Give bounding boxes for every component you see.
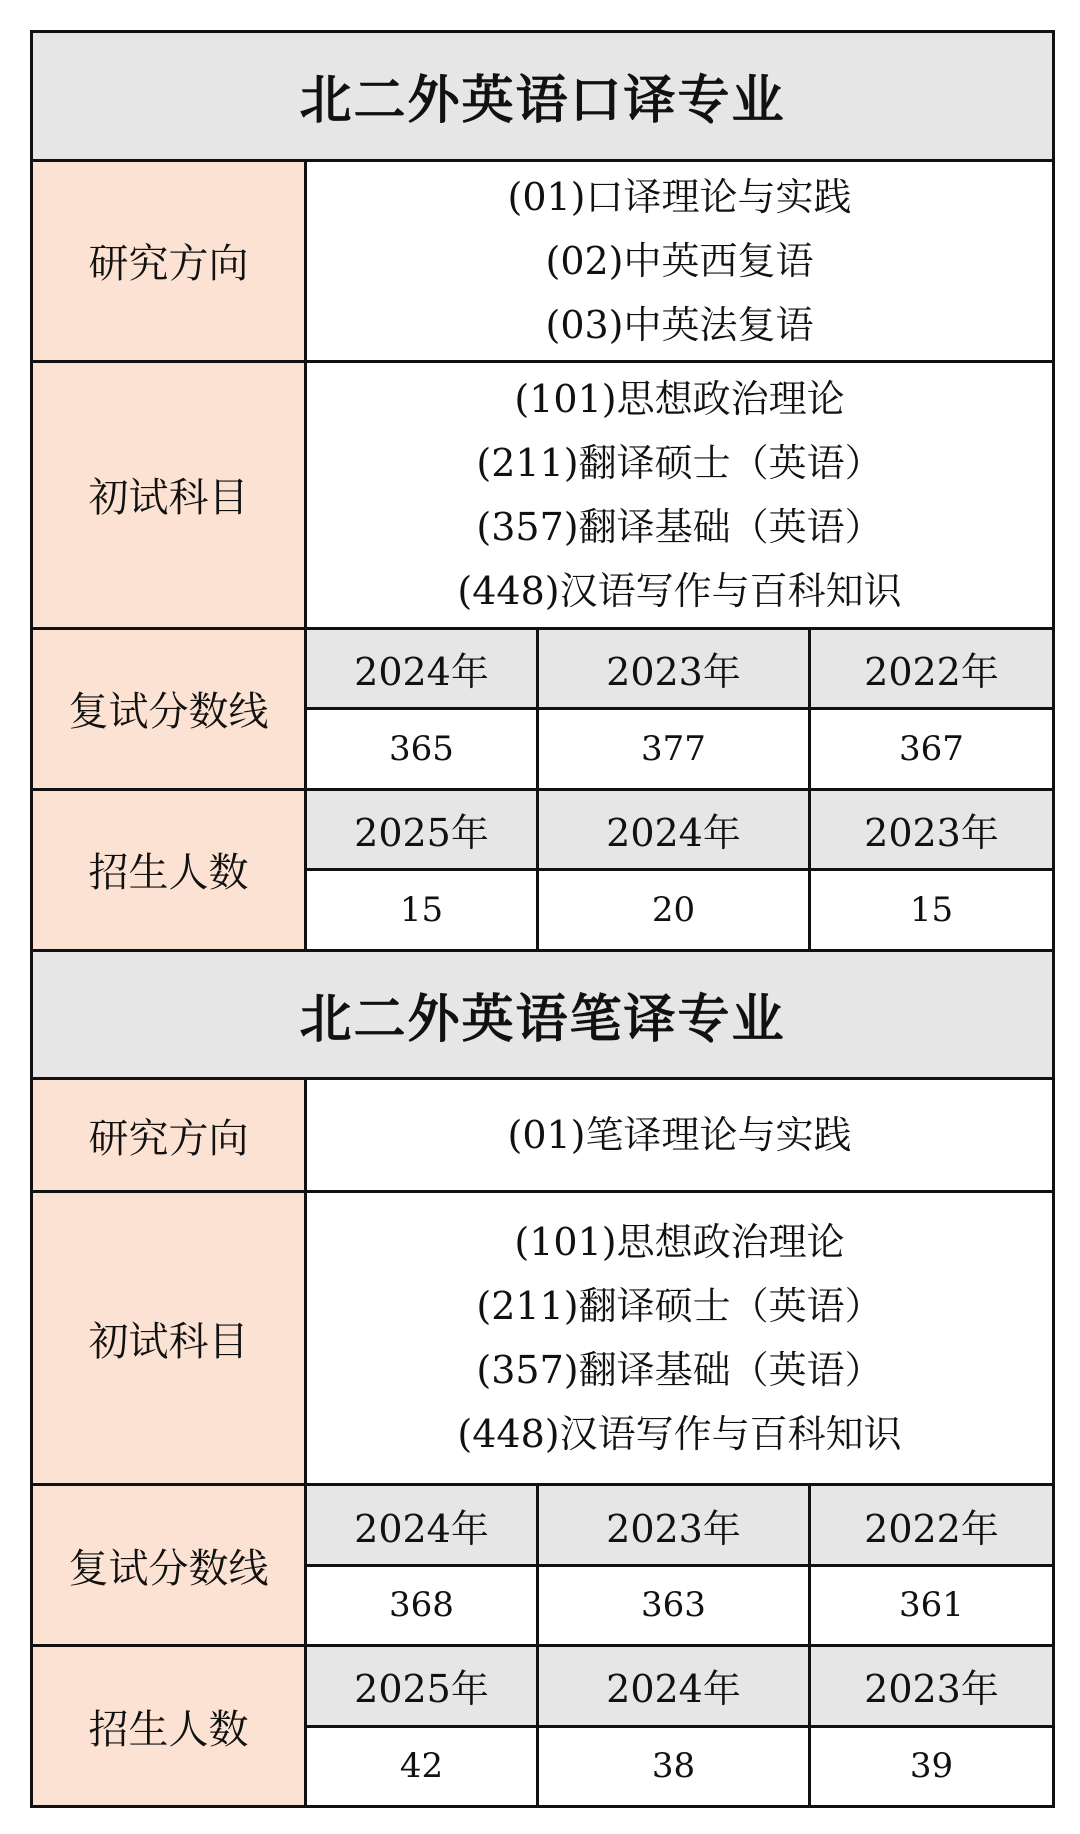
subjects-label: 初试科目 bbox=[32, 1191, 306, 1484]
subject-item: (357)翻译基础（英语） bbox=[476, 1348, 883, 1393]
enroll-year: 2024年 bbox=[538, 1646, 810, 1726]
enroll-value: 42 bbox=[306, 1726, 538, 1806]
score-value: 365 bbox=[306, 709, 538, 789]
score-value: 363 bbox=[538, 1565, 810, 1645]
score-value: 377 bbox=[538, 709, 810, 789]
directions-list bbox=[306, 160, 1054, 361]
enroll-value: 39 bbox=[810, 1726, 1054, 1806]
enrollment-label: 招生人数 bbox=[32, 1646, 306, 1807]
section-title: 北二外英语笔译专业 bbox=[32, 950, 1054, 1079]
direction-item: (01)笔译理论与实践 bbox=[507, 1113, 852, 1158]
enroll-value: 38 bbox=[538, 1726, 810, 1806]
score-year: 2024年 bbox=[306, 629, 538, 709]
subject-item: (211)翻译硕士（英语） bbox=[476, 440, 883, 485]
score-year: 2022年 bbox=[810, 1485, 1054, 1565]
enroll-value: 15 bbox=[306, 870, 538, 950]
section-title: 北二外英语口译专业 bbox=[32, 32, 1054, 161]
subject-item: (101)思想政治理论 bbox=[514, 376, 845, 421]
score-value: 368 bbox=[306, 1565, 538, 1645]
score-value: 367 bbox=[810, 709, 1054, 789]
enroll-year: 2025年 bbox=[306, 1646, 538, 1726]
subjects-label: 初试科目 bbox=[32, 361, 306, 628]
directions-list bbox=[306, 1079, 1054, 1192]
subjects-list bbox=[306, 361, 1054, 628]
enroll-year: 2023年 bbox=[810, 789, 1054, 869]
score-year: 2023年 bbox=[538, 1485, 810, 1565]
admission-info-table bbox=[30, 30, 1055, 1808]
direction-item: (03)中英法复语 bbox=[545, 302, 814, 347]
score-year: 2024年 bbox=[306, 1485, 538, 1565]
score-value: 361 bbox=[810, 1565, 1054, 1645]
enroll-year: 2025年 bbox=[306, 789, 538, 869]
subject-item: (357)翻译基础（英语） bbox=[476, 504, 883, 549]
enroll-value: 15 bbox=[810, 870, 1054, 950]
enroll-year: 2024年 bbox=[538, 789, 810, 869]
score-year: 2023年 bbox=[538, 629, 810, 709]
score-line-label: 复试分数线 bbox=[32, 629, 306, 790]
subject-item: (211)翻译硕士（英语） bbox=[476, 1284, 883, 1329]
directions-label: 研究方向 bbox=[32, 1079, 306, 1192]
subjects-list bbox=[306, 1191, 1054, 1484]
enroll-value: 20 bbox=[538, 870, 810, 950]
score-line-label: 复试分数线 bbox=[32, 1485, 306, 1646]
subject-item: (101)思想政治理论 bbox=[514, 1220, 845, 1265]
subject-item: (448)汉语写作与百科知识 bbox=[457, 1412, 902, 1457]
score-year: 2022年 bbox=[810, 629, 1054, 709]
directions-label: 研究方向 bbox=[32, 160, 306, 361]
direction-item: (01)口译理论与实践 bbox=[507, 174, 852, 219]
enroll-year: 2023年 bbox=[810, 1646, 1054, 1726]
direction-item: (02)中英西复语 bbox=[545, 238, 814, 283]
subject-item: (448)汉语写作与百科知识 bbox=[457, 568, 902, 613]
enrollment-label: 招生人数 bbox=[32, 789, 306, 950]
